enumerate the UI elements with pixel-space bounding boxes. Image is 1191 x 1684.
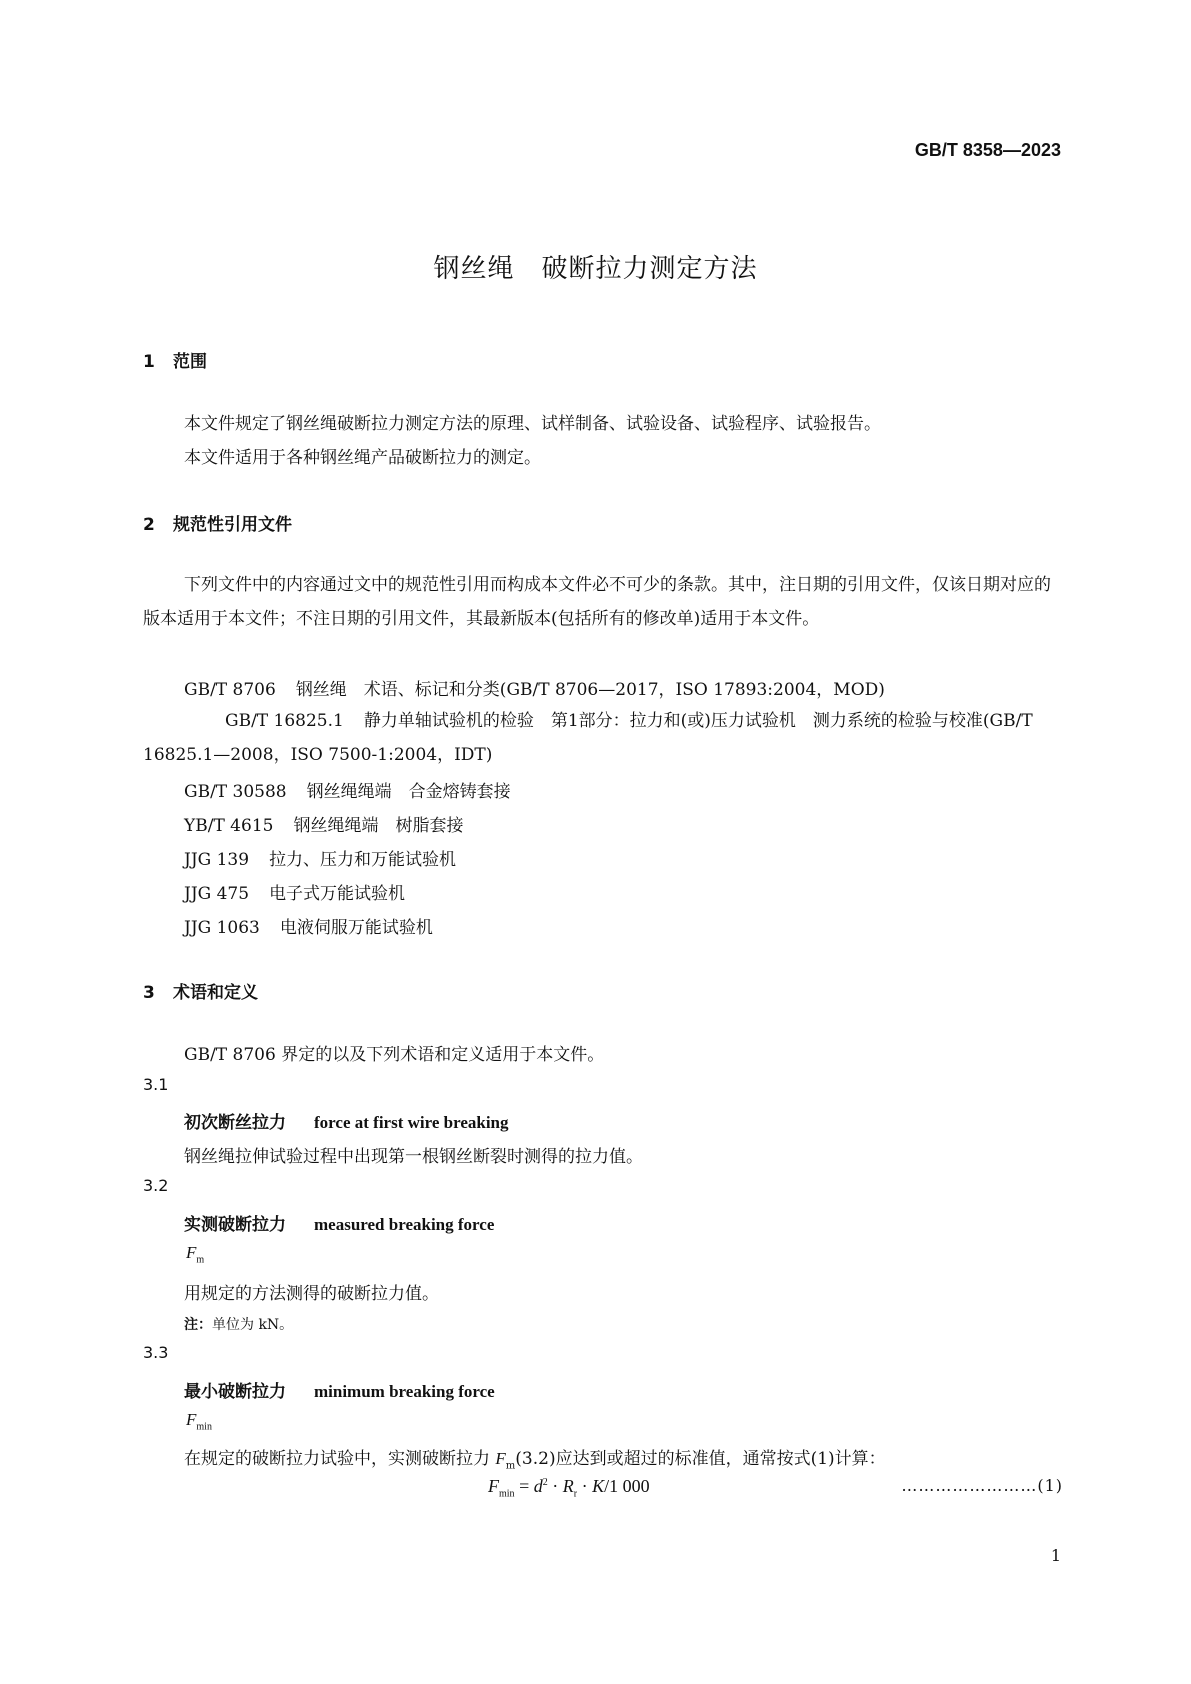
- reference-title: 静力单轴试验机的检验 第1部分：拉力和(或)压力试验机 测力系统的检验与校准(GB/T 16825.1—2008，ISO 7500-1:2004，IDT): [143, 711, 1033, 765]
- document-title: 钢丝绳 破断拉力测定方法: [433, 254, 758, 284]
- page-number: 1: [1050, 1546, 1061, 1565]
- reference-item: [184, 811, 463, 836]
- reference-code: JJG 475: [184, 884, 250, 904]
- paragraph: 下列文件中的内容通过文中的规范性引用而构成本文件必不可少的条款。其中，注日期的引用文件，仅该日期对应的版本适用于本文件；不注日期的引用文件，其最新版本(包括所有的修改单)适用于本文件。: [143, 575, 1051, 629]
- term-chinese: 最小破断拉力: [184, 1382, 286, 1402]
- dot-leader: ……………………: [901, 1476, 1038, 1495]
- document-number: GB/T 8358—2023: [914, 140, 1061, 160]
- term-number: 3.2: [143, 1176, 169, 1195]
- formula: $F_{min} = d^2 \cdot R_r \cdot K/1$ 000: [488, 1476, 650, 1500]
- section-2-heading: [143, 510, 292, 535]
- reference-item: [184, 777, 511, 802]
- section-title: 术语和定义: [173, 983, 258, 1003]
- section-number: 2: [143, 515, 155, 535]
- term-definition: 在规定的破断拉力试验中，实测破断拉力 $F_m(3.2)$应达到或超过的标准值，通常按式(1)计算：: [184, 1449, 886, 1472]
- paragraph: 本文件适用于各种钢丝绳产品破断拉力的测定。: [184, 448, 541, 468]
- term-number: 3.1: [143, 1075, 169, 1094]
- reference-code: GB/T 8706: [184, 680, 276, 700]
- term-english: minimum breaking force: [314, 1382, 495, 1401]
- reference-item: [184, 913, 433, 938]
- reference-code: GB/T 30588: [184, 782, 287, 802]
- reference-title: 钢丝绳 术语、标记和分类(GB/T 8706—2017，ISO 17893:2004，MOD): [295, 680, 885, 700]
- equation-number: ……………………(1): [901, 1476, 1063, 1495]
- reference-title: 拉力、压力和万能试验机: [269, 850, 457, 870]
- note-text: 单位为 kN。: [212, 1317, 294, 1333]
- reference-item: [184, 845, 456, 870]
- term-heading: [184, 1108, 509, 1133]
- reference-item: [184, 879, 405, 904]
- reference-code: JJG 139: [184, 850, 250, 870]
- reference-code: GB/T 16825.1: [225, 711, 344, 731]
- term-heading: [184, 1210, 494, 1235]
- term-definition: 用规定的方法测得的破断拉力值。: [184, 1284, 439, 1304]
- reference-title: 电液伺服万能试验机: [279, 918, 433, 938]
- section-title: 规范性引用文件: [173, 515, 292, 535]
- paragraph: 本文件规定了钢丝绳破断拉力测定方法的原理、试样制备、试验设备、试验程序、试验报告。: [184, 414, 881, 434]
- paragraph: GB/T 8706 界定的以及下列术语和定义适用于本文件。: [184, 1045, 605, 1065]
- section-title: 范围: [173, 352, 207, 372]
- reference-title: 钢丝绳绳端 合金熔铸套接: [306, 782, 511, 802]
- reference-title: 钢丝绳绳端 树脂套接: [293, 816, 464, 836]
- reference-item: [184, 675, 885, 700]
- section-3-heading: [143, 978, 258, 1003]
- section-1-heading: [143, 347, 207, 372]
- note-label: 注：: [184, 1317, 212, 1333]
- reference-title: 电子式万能试验机: [269, 884, 406, 904]
- term-chinese: 初次断丝拉力: [184, 1113, 286, 1133]
- term-english: force at first wire breaking: [314, 1113, 509, 1132]
- reference-code: JJG 1063: [184, 918, 260, 938]
- term-symbol: $F_{min}$: [186, 1410, 212, 1433]
- note: [184, 1314, 293, 1334]
- term-number: 3.3: [143, 1343, 169, 1362]
- section-number: 1: [143, 352, 155, 372]
- term-definition: 钢丝绳拉伸试验过程中出现第一根钢丝断裂时测得的拉力值。: [184, 1147, 643, 1167]
- reference-item: [143, 704, 1063, 772]
- term-heading: [184, 1377, 495, 1402]
- term-symbol: $F_m$: [186, 1243, 205, 1266]
- section-number: 3: [143, 983, 155, 1003]
- term-english: measured breaking force: [314, 1215, 495, 1234]
- reference-code: YB/T 4615: [184, 816, 274, 836]
- term-chinese: 实测破断拉力: [184, 1215, 286, 1235]
